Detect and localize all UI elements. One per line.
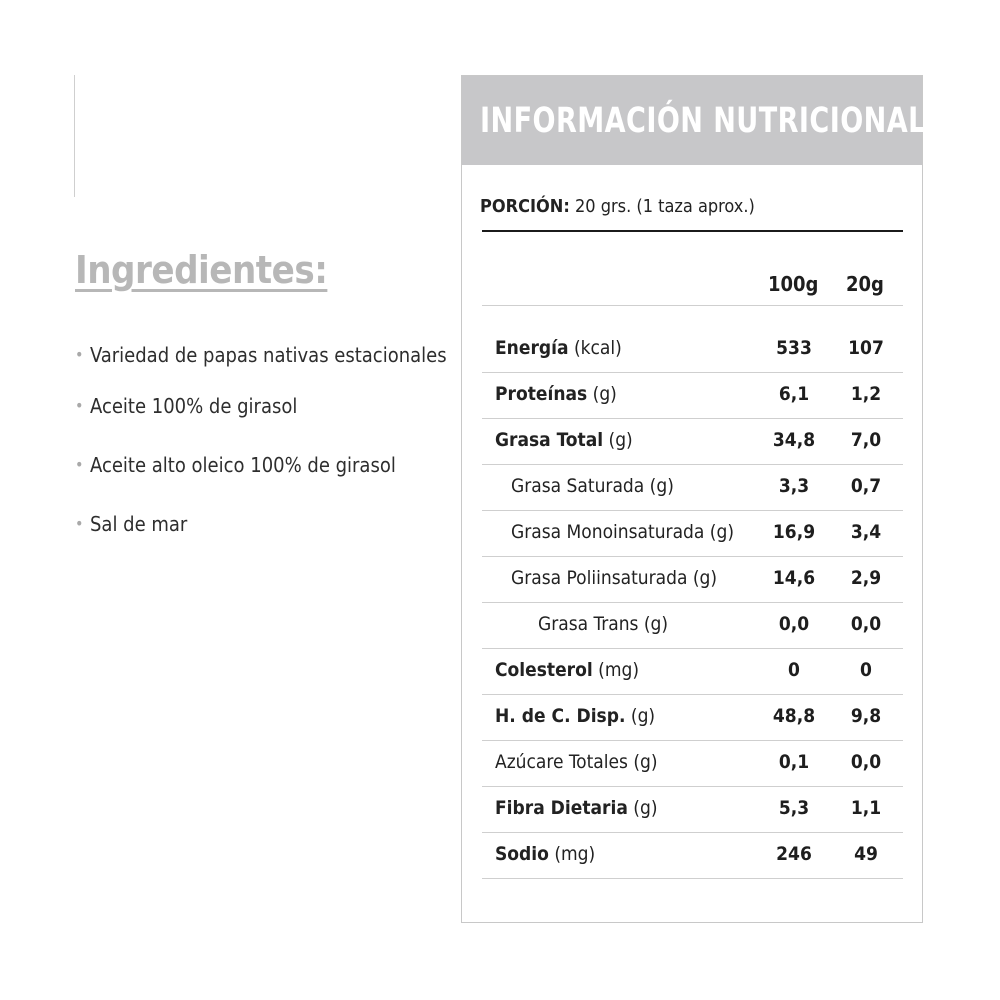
- nutrient-name: H. de C. Disp. (g): [495, 705, 656, 727]
- value-20g: 0,0: [850, 613, 882, 635]
- portion-label: PORCIÓN:: [480, 196, 570, 217]
- value-20g: 107: [848, 337, 884, 359]
- nutrient-name: Grasa Trans (g): [538, 613, 669, 635]
- header-rule: [482, 305, 903, 306]
- value-100g: 0,1: [778, 751, 810, 773]
- value-20g: 0: [860, 659, 872, 681]
- value-100g: 0: [788, 659, 800, 681]
- value-100g: 34,8: [772, 429, 816, 451]
- value-20g: 1,2: [850, 383, 882, 405]
- nutrient-name: Grasa Total (g): [495, 429, 633, 451]
- portion-info: [480, 196, 755, 217]
- nutrient-name: Colesterol (mg): [495, 659, 640, 681]
- value-20g: 3,4: [850, 521, 882, 543]
- nutrient-row-grasa-saturada: [482, 465, 903, 511]
- nutrient-name: Grasa Poliinsaturada (g): [511, 567, 718, 589]
- nutrient-name: Proteínas (g): [495, 383, 617, 405]
- nutrient-row-grasa-total: [482, 419, 903, 465]
- ingredients-list: [75, 340, 455, 539]
- nutrient-row-azucares: [482, 741, 903, 787]
- value-20g: 0,7: [850, 475, 882, 497]
- nutrient-row-sodio: [482, 833, 903, 879]
- nutrition-title: INFORMACIÓN NUTRICIONAL: [480, 100, 926, 141]
- nutrition-header: [462, 76, 926, 165]
- ingredients-title: Ingredientes:: [75, 248, 328, 292]
- nutrient-row-grasa-poliinsaturada: [482, 557, 903, 603]
- nutrition-rows: [482, 327, 903, 879]
- value-100g: 6,1: [778, 383, 810, 405]
- value-20g: 0,0: [850, 751, 882, 773]
- value-100g: 246: [776, 843, 812, 865]
- nutrient-row-fibra: [482, 787, 903, 833]
- nutrient-row-energia: [482, 327, 903, 373]
- nutrient-row-grasa-trans: [482, 603, 903, 649]
- nutrient-name: Fibra Dietaria (g): [495, 797, 658, 819]
- value-20g: 49: [854, 843, 878, 865]
- nutrient-name: Azúcare Totales (g): [495, 751, 658, 773]
- nutrient-name: Grasa Monoinsaturada (g): [511, 521, 734, 543]
- value-20g: 9,8: [850, 705, 882, 727]
- nutrient-name: Sodio (mg): [495, 843, 596, 865]
- ingredient-item: • Variedad de papas nativas estacionales: [75, 340, 455, 370]
- value-100g: 16,9: [772, 521, 816, 543]
- value-20g: 2,9: [850, 567, 882, 589]
- portion-value: 20 grs. (1 taza aprox.): [574, 196, 755, 217]
- nutrition-facts-panel: [461, 75, 926, 923]
- ingredient-item: • Aceite 100% de girasol: [75, 391, 455, 421]
- column-header-20g: 20g: [846, 272, 884, 296]
- nutrient-row-colesterol: [482, 649, 903, 695]
- value-100g: 533: [776, 337, 812, 359]
- nutrient-name: Grasa Saturada (g): [511, 475, 674, 497]
- value-20g: 7,0: [850, 429, 882, 451]
- value-100g: 3,3: [778, 475, 810, 497]
- value-20g: 1,1: [850, 797, 882, 819]
- vertical-divider: [74, 75, 75, 197]
- nutrient-row-carbohidratos: [482, 695, 903, 741]
- ingredient-item: • Aceite alto oleico 100% de girasol: [75, 450, 455, 480]
- value-100g: 48,8: [772, 705, 816, 727]
- value-100g: 0,0: [778, 613, 810, 635]
- nutrient-row-proteinas: [482, 373, 903, 419]
- value-100g: 14,6: [772, 567, 816, 589]
- column-header-100g: 100g: [768, 272, 819, 296]
- value-100g: 5,3: [778, 797, 810, 819]
- nutrient-row-grasa-monoinsaturada: [482, 511, 903, 557]
- portion-rule: [482, 230, 903, 232]
- ingredient-item: • Sal de mar: [75, 509, 455, 539]
- nutrient-name: Energía (kcal): [495, 337, 622, 359]
